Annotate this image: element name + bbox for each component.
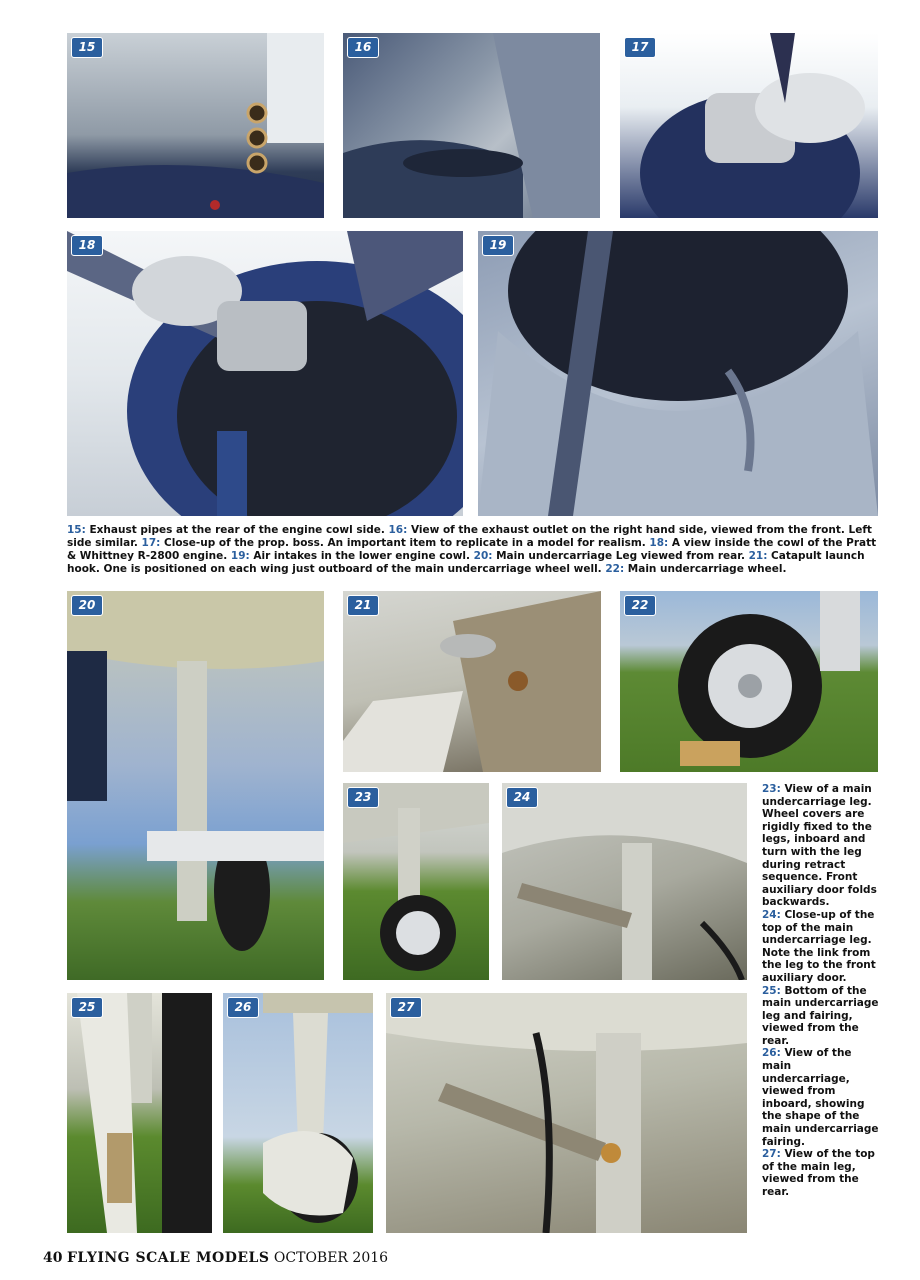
photo-18 — [67, 231, 463, 516]
caption-24-number: 24: — [762, 908, 781, 921]
caption-17-number: 17: — [141, 537, 161, 549]
caption-25 — [762, 985, 882, 1048]
leg-bottom-fairing-image — [67, 993, 212, 1233]
photo-number-badge: 18 — [71, 235, 103, 256]
caption-22-text: Main undercarriage wheel. — [624, 563, 787, 575]
main-leg-front-image — [343, 783, 489, 980]
caption-21-number: 21: — [748, 550, 768, 562]
photo-15 — [67, 33, 324, 218]
caption-16-number: 16: — [388, 524, 408, 536]
caption-18-text: A view inside the cowl of the Pratt & Whittney R-2800 engine. — [67, 537, 877, 562]
photo-20 — [67, 591, 324, 980]
photo-21 — [343, 591, 601, 772]
exhaust-pipes-image — [67, 33, 324, 218]
photo-number-badge: 15 — [71, 37, 103, 58]
photo-19 — [478, 231, 878, 516]
photo-26 — [223, 993, 373, 1233]
page-number: 40 — [43, 1250, 63, 1266]
photo-number-badge: 25 — [71, 997, 103, 1018]
caption-15-text: Exhaust pipes at the rear of the engine cowl side. — [85, 524, 389, 536]
caption-18-number: 18: — [649, 537, 669, 549]
caption-16-text: View of the exhaust outlet on the right hand side, viewed from the front. Left side similar. — [67, 524, 872, 549]
main-wheel-image — [620, 591, 878, 772]
caption-20-text: Main undercarriage Leg viewed from rear. — [492, 550, 749, 562]
photo-number-badge: 20 — [71, 595, 103, 616]
photo-number-badge: 19 — [482, 235, 514, 256]
caption-19-number: 19: — [230, 550, 250, 562]
prop-boss-image — [620, 33, 878, 218]
photo-27 — [386, 993, 747, 1233]
caption-23 — [762, 783, 882, 909]
photo-number-badge: 22 — [624, 595, 656, 616]
caption-20-number: 20: — [473, 550, 493, 562]
caption-19-text: Air intakes in the lower engine cowl. — [249, 550, 474, 562]
undercarriage-inboard-image — [223, 993, 373, 1233]
caption-23-number: 23: — [762, 783, 781, 795]
caption-24 — [762, 909, 882, 985]
issue-date: OCTOBER 2016 — [273, 1250, 389, 1266]
caption-26 — [762, 1047, 882, 1148]
caption-27-text: View of the top of the main leg, viewed from the rear. — [762, 1148, 875, 1198]
caption-15-number: 15: — [67, 524, 86, 536]
caption-24-text: Close-up of the top of the main undercarriage leg. Note the link from the leg to the front auxiliary door. — [762, 908, 876, 984]
main-leg-top-rear-image — [386, 993, 747, 1233]
caption-25-number: 25: — [762, 984, 781, 997]
caption-25-text: Bottom of the main undercarriage leg and fairing, viewed from the rear. — [762, 984, 879, 1047]
catapult-hook-image — [343, 591, 601, 772]
photo-24 — [502, 783, 747, 980]
photo-number-badge: 16 — [347, 37, 379, 58]
photo-16 — [343, 33, 600, 218]
exhaust-outlet-image — [343, 33, 600, 218]
magazine-title: FLYING SCALE MODELS — [66, 1250, 270, 1266]
caption-26-number: 26: — [762, 1047, 781, 1060]
photo-number-badge: 21 — [347, 595, 379, 616]
caption-26-text: View of the main undercarriage, viewed from inboard, showing the shape of the main undercarriage fairing. — [762, 1047, 879, 1148]
caption-21-text: Catapult launch hook. One is positioned on each wing just outboard of the main undercarriage wheel well. — [67, 550, 865, 575]
caption-top-block — [67, 524, 882, 576]
main-leg-top-image — [502, 783, 747, 980]
caption-23-text: View of a main undercarriage leg. Wheel covers are rigidly fixed to the legs, inboard and turn with the leg during retract sequence. Front auxiliary door folds backwards. — [762, 783, 877, 909]
caption-side-block — [762, 783, 882, 1199]
undercarriage-leg-rear-image — [67, 591, 324, 980]
caption-27 — [762, 1148, 882, 1198]
caption-22-number: 22: — [605, 563, 625, 575]
photo-number-badge: 27 — [390, 997, 422, 1018]
photo-number-badge: 26 — [227, 997, 259, 1018]
caption-27-number: 27: — [762, 1148, 781, 1161]
photo-17 — [620, 33, 878, 218]
photo-number-badge: 24 — [506, 787, 538, 808]
photo-number-badge: 17 — [624, 37, 656, 58]
engine-cowl-image — [67, 231, 463, 516]
air-intakes-image — [478, 231, 878, 516]
photo-22 — [620, 591, 878, 772]
photo-23 — [343, 783, 489, 980]
page-footer — [43, 1249, 388, 1267]
photo-number-badge: 23 — [347, 787, 379, 808]
caption-17-text: Close-up of the prop. boss. An important item to replicate in a model for realism. — [160, 537, 650, 549]
photo-25 — [67, 993, 212, 1233]
